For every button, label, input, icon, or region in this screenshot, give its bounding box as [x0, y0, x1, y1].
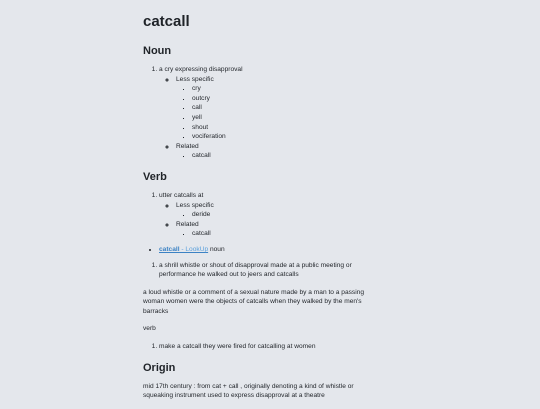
noun-less-specific-item: ▪ shout: [192, 123, 383, 133]
noun-less-specific-label: Less specific: [176, 75, 214, 83]
lookup-definition-1: 1. a shrill whistle or shout of disapproval made at a public meeting or performance he walked out to jeers and catcalls: [159, 261, 383, 280]
noun-definition-text: a cry expressing disapproval: [159, 66, 243, 73]
lookup-link-word[interactable]: catcall: [159, 245, 180, 253]
verb-less-specific: [176, 201, 383, 220]
noun-related: [176, 142, 383, 161]
noun-definitions: [143, 65, 383, 161]
lookup-pos: noun: [208, 245, 225, 253]
noun-less-specific-item: ▪ call: [192, 103, 383, 113]
noun-less-specific-item: ▪ outcry: [192, 94, 383, 104]
noun-less-specific-item: ▪ yell: [192, 113, 383, 123]
page-title: catcall: [143, 13, 190, 30]
verb-related: [176, 220, 383, 239]
definition-content: [143, 12, 383, 409]
lookup-verb-definitions: [143, 342, 383, 352]
noun-related-label: Related: [176, 142, 199, 150]
lookup-entry: [159, 245, 383, 255]
verb-related-item: ▪ catcall: [192, 229, 383, 239]
noun-definition-1: [159, 65, 383, 161]
lookup-definitions: [143, 261, 383, 280]
lookup-link-suffix[interactable]: - LookUp: [179, 245, 209, 253]
origin-heading: Origin: [143, 361, 176, 374]
origin-text: mid 17th century : from cat + call , originally denoting a kind of whistle or squeaking instrument used to express disapproval at a theatre: [143, 382, 354, 400]
noun-less-specific: [176, 75, 383, 142]
verb-less-specific-item: ▪ deride: [192, 210, 383, 220]
lookup-verb-definition-1: 1. make a catcall they were fired for catcalling at women: [159, 342, 383, 352]
noun-less-specific-item: ▪ vociferation: [192, 132, 383, 142]
verb-definitions: [143, 191, 383, 239]
noun-related-item: ▪ catcall: [192, 151, 383, 161]
verb-heading: Verb: [143, 170, 167, 183]
verb-less-specific-label: Less specific: [176, 201, 214, 209]
verb-related-label: Related: [176, 220, 199, 228]
lookup-list: [143, 245, 383, 255]
lookup-paragraph: a loud whistle or a comment of a sexual nature made by a man to a passing woman women were the objects of catcalls when they walked by the men's barracks: [143, 288, 365, 315]
lookup-verb-label: verb: [143, 325, 156, 333]
noun-less-specific-item: ▪ cry: [192, 84, 383, 94]
verb-definition-1: [159, 191, 383, 239]
verb-definition-text: utter catcalls at: [159, 191, 204, 199]
noun-heading: Noun: [143, 45, 172, 57]
lookup-link[interactable]: [159, 246, 208, 253]
